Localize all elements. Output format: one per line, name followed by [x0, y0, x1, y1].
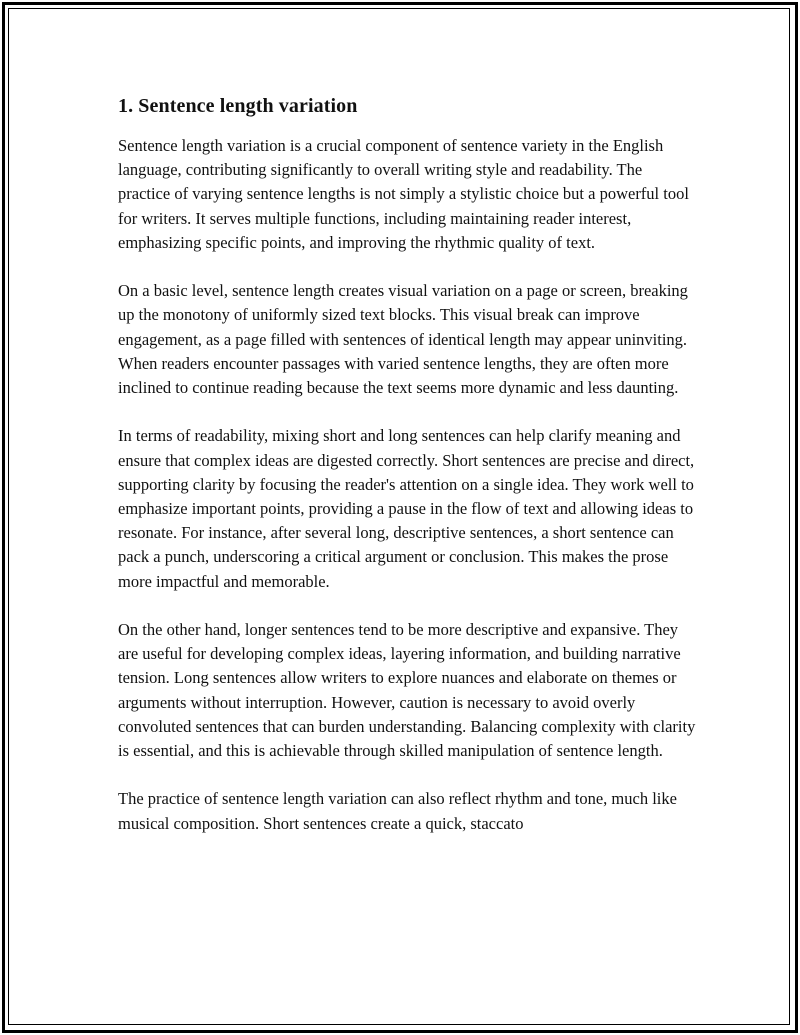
paragraph: On the other hand, longer sentences tend to be more descriptive and expansive. They are useful for developing complex ideas, layering information, and building narrative tension. Long sentences allow writers to explore nuances and elaborate on themes or arguments without interruption. However, caution is necessary to avoid overly convoluted sentences that can burden understanding. Balancing complexity with clarity is essential, and this is achievable through skilled manipulation of sentence length.: [118, 620, 696, 761]
paragraph: In terms of readability, mixing short and long sentences can help clarify meaning and ensure that complex ideas are digested correctly. Short sentences are precise and direct, supporting clarity by focusing the reader's attention on a single idea. They work well to emphasize important points, providing a pause in the flow of text and allowing ideas to resonate. For instance, after several long, descriptive sentences, a short sentence can pack a punch, underscoring a critical argument or conclusion. This makes the prose more impactful and memorable.: [118, 426, 695, 591]
paragraph: On a basic level, sentence length creates visual variation on a page or screen, breaking up the monotony of uniformly sized text blocks. This visual break can improve engagement, as a page filled with sentences of identical length may appear uninviting. When readers encounter passages with varied sentence lengths, they are often more inclined to continue reading because the text seems more dynamic and less daunting.: [118, 281, 688, 398]
paragraph: The practice of sentence length variation can also reflect rhythm and tone, much like musical composition. Short sentences create a quick, staccato: [118, 789, 677, 833]
section-heading: 1. Sentence length variation: [118, 95, 358, 117]
document-body: [118, 92, 698, 860]
paragraph: Sentence length variation is a crucial component of sentence variety in the English language, contributing significantly to overall writing style and readability. The practice of varying sentence lengths is not simply a stylistic choice but a powerful tool for writers. It serves multiple functions, including maintaining reader interest, emphasizing specific points, and improving the rhythmic quality of text.: [118, 136, 689, 252]
